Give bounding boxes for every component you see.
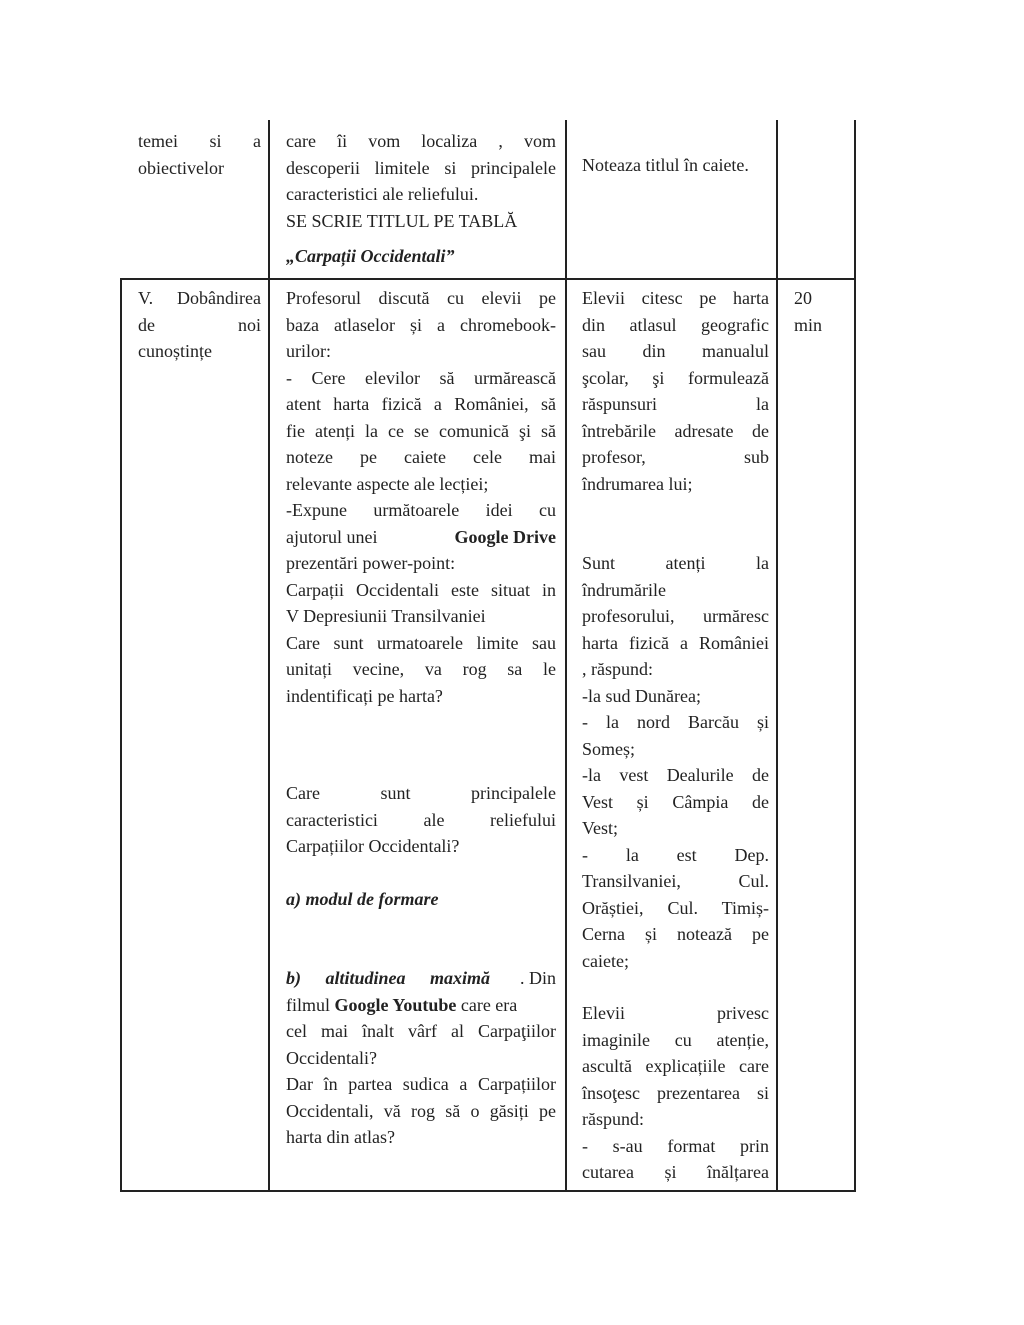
row2-col3-line: răspund: (582, 1109, 644, 1129)
row2-col2-line: harta din atlas? (286, 1127, 395, 1147)
row2-col2-line: -Expune următoarele idei cu (286, 500, 556, 520)
row1-col1-line: obiectivelor (138, 157, 224, 178)
row2-col2-line: Dar în partea sudica a Carpațiilor (286, 1074, 556, 1094)
table-border-left (120, 278, 122, 1192)
row2-col3-line: îndrumarea lui; (582, 473, 693, 494)
row2-col2-line: cel mai înalt vârf al Carpaţiilor (286, 1021, 556, 1041)
row2-col3-line: Vest și Câmpia de (582, 791, 769, 812)
row2-col1 (138, 285, 261, 365)
row2-col3-line: , răspund: (582, 659, 653, 679)
row2-col2-line: caracteristici ale reliefului (286, 809, 556, 830)
row1-col1 (138, 128, 261, 181)
row2-col3-line: întrebările adresate de (582, 420, 769, 441)
table-border-bottom (120, 1190, 856, 1192)
row2-col3-line: şcolar, şi formulează (582, 367, 769, 388)
row2-col3-line: Elevii privesc (582, 1003, 769, 1023)
row2-col3-line: - s-au format prin (582, 1135, 769, 1156)
row2-col2-line: noteze pe caiete cele mai (286, 447, 556, 467)
table-divider-3 (776, 120, 778, 1192)
row2-col2-line: V Depresiunii Transilvaniei (286, 606, 486, 626)
duration-unit: min (794, 314, 823, 335)
row1-col3 (582, 152, 770, 179)
row2-col2-line: relevante aspecte ale lecției; (286, 473, 489, 494)
duration-value: 20 (794, 288, 812, 308)
row2-col3-line: sau din manualul (582, 341, 769, 361)
table-border-right (854, 120, 856, 1192)
row2-col2-line: Care sunt principalele (286, 783, 556, 803)
row2-col3-line: imaginile cu atenție, (582, 1029, 769, 1050)
row1-col2 (286, 128, 556, 270)
google-drive-label: Google Drive (454, 526, 556, 547)
row2-col2-line: Occidentali? (286, 1047, 377, 1068)
row2-col3-line: din atlasul geografic (582, 314, 769, 335)
row2-col2-line: Care sunt urmatoarele limite sau (286, 632, 556, 653)
row2-col2-line: Carpațiilor Occidentali? (286, 836, 460, 856)
question-b-suffix: . Din (520, 968, 556, 988)
row2-col2-line: atent harta fizică a României, să (286, 394, 556, 414)
google-drive-line (286, 524, 556, 551)
row2-col3-line: profesorului, urmăresc (582, 606, 769, 626)
row1-col2-line: care îi vom localiza , vom (286, 131, 556, 151)
table-divider-1 (268, 120, 270, 1192)
row2-col2-line: - Cere elevilor să urmărească (286, 367, 556, 388)
row-separator (120, 278, 856, 280)
google-youtube-prefix: filmul (286, 994, 330, 1015)
row1-col3-line: Noteaza titlul în caiete. (582, 155, 749, 175)
row2-col4 (794, 285, 848, 338)
row2-col3-line: Sunt atenți la (582, 553, 769, 573)
row1-col2-line: caracteristici ale reliefului. (286, 184, 479, 204)
row2-col3-line: îndrumările (582, 579, 666, 600)
row2-col2 (286, 285, 556, 1151)
row2-col3-line: harta fizică a României (582, 632, 769, 653)
row2-col3-line: ascultă explicațiile care (582, 1056, 769, 1076)
row2-col2-line: urilor: (286, 341, 331, 361)
question-a-label: a) modul de formare (286, 888, 439, 909)
row2-col3-line: Elevii citesc pe harta (582, 288, 769, 308)
row2-col1-line: de noi (138, 314, 261, 335)
question-b-line (286, 965, 556, 992)
google-youtube-label: Google Youtube (334, 994, 457, 1015)
row2-col2-line: indentificați pe harta? (286, 685, 443, 706)
row2-col3-line: caiete; (582, 950, 629, 971)
row2-col3-line: Someș; (582, 738, 636, 759)
row2-col3-line: răspunsuri la (582, 394, 769, 414)
row2-col3-line: - la est Dep. (582, 844, 769, 865)
row2-col1-line: cunoștințe (138, 341, 212, 361)
row2-col2-line: Occidentali, vă rog să o găsiți pe (286, 1100, 556, 1121)
row2-col1-line: V. Dobândirea (138, 288, 261, 308)
row1-col2-line: SE SCRIE TITLUL PE TABLĂ (286, 210, 518, 231)
row2-col2-line: unitați vecine, va rog sa le (286, 659, 556, 679)
question-b-label: b) altitudinea maximă (286, 968, 491, 988)
row2-col3-line: Orăștiei, Cul. Timiș- (582, 897, 769, 918)
row2-col3-line: Transilvaniei, Cul. (582, 871, 769, 891)
row1-col1-line: temei si a (138, 131, 261, 151)
row2-col2-line: baza atlaselor și a chromebook- (286, 314, 556, 335)
row2-col3-line: cutarea și înălțarea (582, 1162, 769, 1182)
google-drive-prefix: ajutorul unei (286, 526, 378, 547)
table-divider-2 (565, 120, 567, 1192)
row2-col3 (582, 285, 769, 1186)
row2-col3-line: profesor, sub (582, 447, 769, 467)
row2-col3-line: -la sud Dunărea; (582, 685, 701, 706)
row2-col3-line: Cerna și notează pe (582, 924, 769, 944)
row2-col3-line: - la nord Barcău și (582, 712, 769, 732)
row2-col2-line: Profesorul discută cu elevii pe (286, 288, 556, 308)
row2-col2-line: Carpații Occidentali este situat in (286, 579, 556, 600)
row2-col3-line: -la vest Dealurile de (582, 765, 769, 785)
row2-col2-line: fie atenți la ce se comunică şi să (286, 420, 556, 441)
lesson-title: „Carpații Occidentali” (286, 246, 455, 266)
google-youtube-suffix: care era (460, 994, 518, 1015)
google-youtube-line (286, 992, 556, 1019)
row1-col2-line: descoperii limitele si principalele (286, 157, 556, 178)
row2-col3-line: însoţesc prezentarea si (582, 1082, 769, 1103)
row2-col3-line: Vest; (582, 818, 618, 838)
row2-col2-line: prezentări power-point: (286, 553, 456, 573)
